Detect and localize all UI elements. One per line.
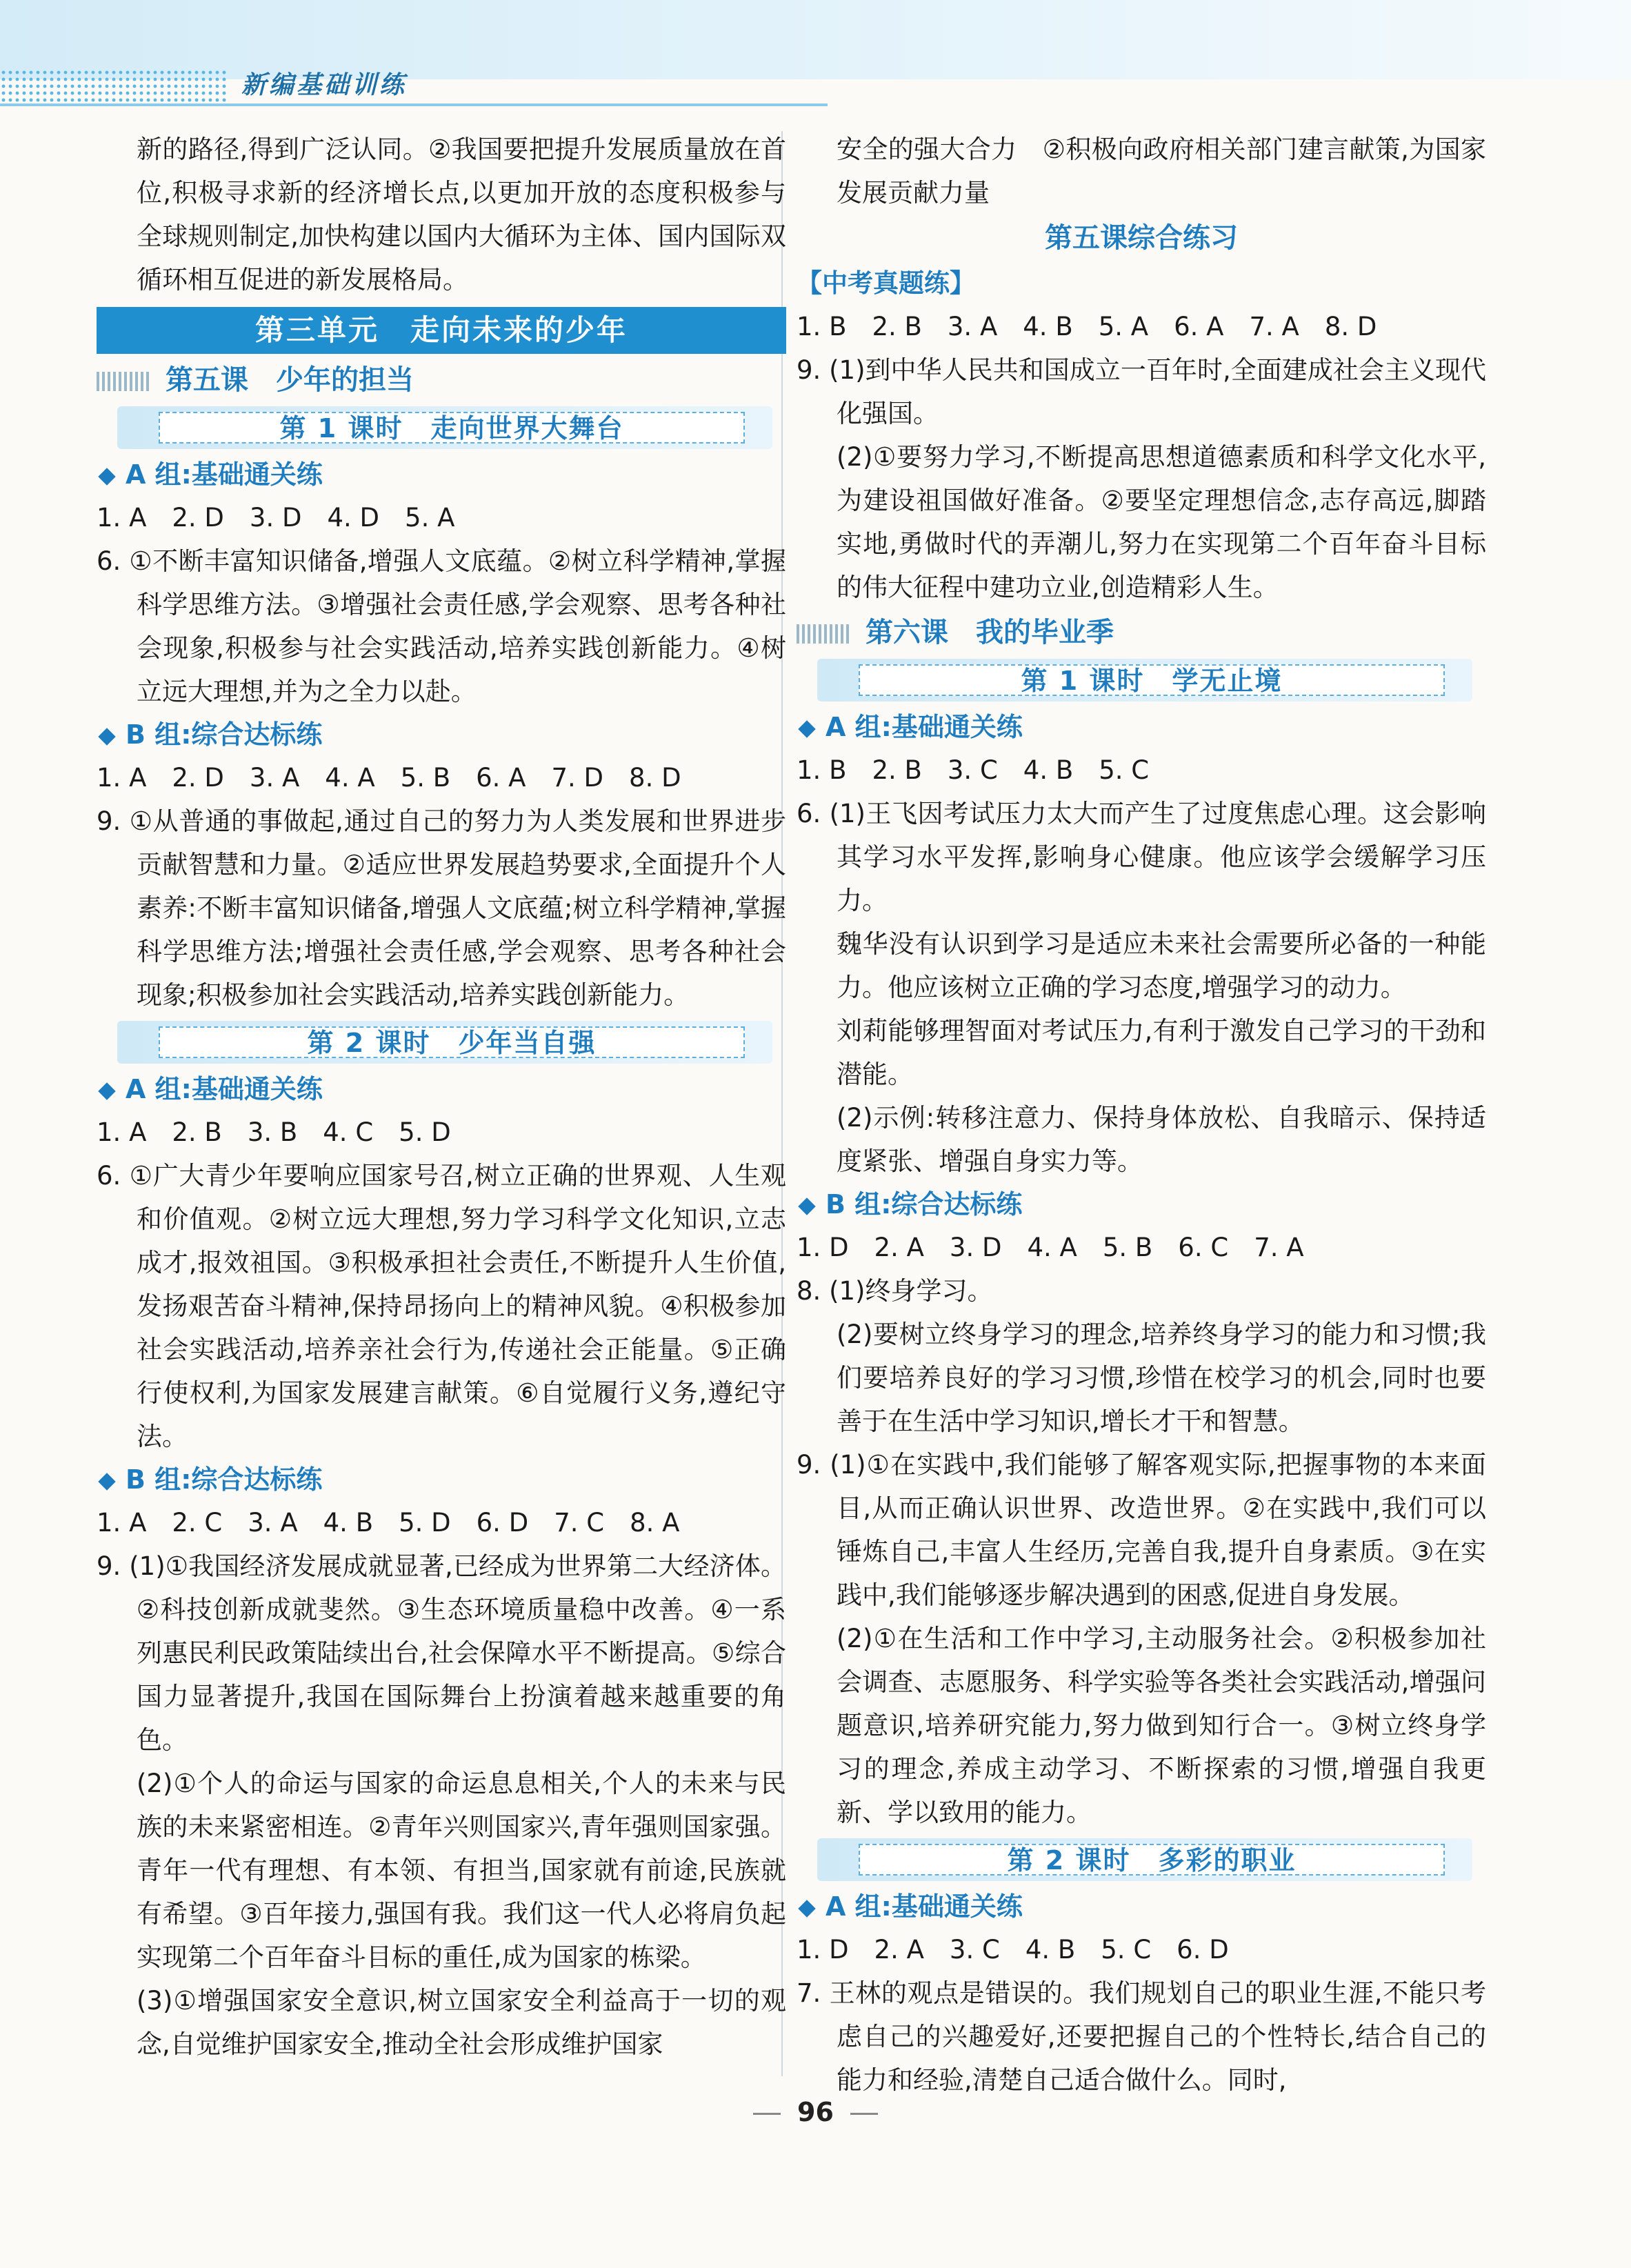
question-7: 7. 王林的观点是错误的。我们规划自己的职业生涯,不能只考虑自己的兴趣爱好,还要把握自己的个性特长,结合自己的能力和经验,清楚自己适合做什么。同时,	[797, 1978, 1486, 2095]
question-9-part-3: (3)①增强国家安全意识,树立国家安全利益高于一切的观念,自觉维护国家安全,推动全社会形成维护国家	[137, 1986, 786, 2059]
review-heading: 第五课综合练习	[1045, 222, 1238, 254]
diamond-icon	[798, 720, 815, 737]
question-6-part-3: 刘莉能够理智面对考试压力,有利于激发自己学习的干劲和潜能。	[837, 1016, 1486, 1089]
question-9: 9. ①从普通的事做起,通过自己的努力为人类发展和世界进步贡献智慧和力量。②适应世界发展趋势要求,全面提升个人素养:不断丰富知识储备,增强人文底蕴;树立科学精神,掌握科学思维方法;增强社会责任感,学会观察、思考各种社会现象;积极参加社会实践活动,培养实践创新能力。	[97, 806, 786, 1010]
question-6-part-2: 魏华没有认识到学习是适应未来社会需要所必备的一种能力。他应该树立正确的学习态度,增强学习的动力。	[837, 929, 1486, 1002]
group-a-heading: A 组:基础通关练	[797, 706, 1486, 748]
lesson-mark-icon	[97, 372, 152, 391]
intro-paragraph: 新的路径,得到广泛认同。②我国要把提升发展质量放在首位,积极寻求新的经济增长点,以更加开放的态度积极参与全球规则制定,加快构建以国内大循环为主体、国内国际双循环相互促进的新发展格局。	[137, 135, 786, 295]
right-column	[797, 128, 1486, 2102]
answers: 1. A 2. D 3. D 4. D 5. A	[97, 503, 455, 533]
question-6-part-1: 6. (1)王飞因考试压力太大而产生了过度焦虑心理。这会影响其学习水平发挥,影响身心健康。他应该学会缓解学习压力。	[797, 799, 1486, 915]
answers: 1. B 2. B 3. A 4. B 5. A 6. A 7. A 8. D	[797, 312, 1377, 341]
question-9-part-2: (2)①在生活和工作中学习,主动服务社会。②积极参加社会调查、志愿服务、科学实验等各类社会实践活动,增强问题意识,培养研究能力,努力做到知行合一。③树立终身学习的理念,养成主动学习、不断探索的习惯,增强自我更新、学以致用的能力。	[837, 1624, 1486, 1827]
continued-paragraph: 安全的强大合力 ②积极向政府相关部门建言献策,为国家发展贡献力量	[837, 135, 1486, 208]
page-number: 96	[0, 2097, 1631, 2127]
question-6: 6. ①广大青少年要响应国家号召,树立正确的世界观、人生观和价值观。②树立远大理想,努力学习科学文化知识,立志成才,报效祖国。③积极承担社会责任,不断提升人生价值,发扬艰苦奋斗精神,保持昂扬向上的精神风貌。④积极参加社会实践活动,培养亲社会行为,传递社会正能量。⑤正确行使权利,为国家发展建言献策。⑥自觉履行义务,遵纪守法。	[97, 1161, 786, 1451]
question-6-part-4: (2)示例:转移注意力、保持身体放松、自我暗示、保持适度紧张、增强自身实力等。	[837, 1103, 1486, 1176]
diamond-icon	[98, 468, 115, 485]
period-heading: 第 1 课时 走向世界大舞台	[117, 406, 772, 449]
group-b-heading: B 组:综合达标练	[97, 713, 786, 756]
lesson-mark-icon	[797, 624, 852, 644]
question-9-part-2: (2)①个人的命运与国家的命运息息相关,个人的未来与民族的未来紧密相连。②青年兴则国家兴,青年强则国家强。青年一代有理想、有本领、有担当,国家就有前途,民族就有希望。③百年接力,强国有我。我们这一代人必将肩负起实现第二个百年奋斗目标的重任,成为国家的栋梁。	[137, 1769, 786, 1972]
book-title: 新编基础训练	[241, 71, 408, 99]
question-8-part-1: 8. (1)终身学习。	[797, 1276, 993, 1306]
group-a-heading: A 组:基础通关练	[97, 1068, 786, 1111]
group-b-heading: B 组:综合达标练	[797, 1183, 1486, 1226]
question-9-part-1: 9. (1)①我国经济发展成就显著,已经成为世界第二大经济体。②科技创新成就斐然。③生态环境质量稳中改善。④一系列惠民利民政策陆续出台,社会保障水平不断提高。⑤综合国力显著提升,我国在国际舞台上扮演着越来越重要的角色。	[97, 1551, 786, 1755]
page-header	[0, 0, 1631, 114]
lesson-heading: 第五课 少年的担当	[97, 358, 786, 402]
left-column	[97, 128, 786, 2066]
question-8-part-2: (2)要树立终身学习的理念,培养终身学习的能力和习惯;我们要培养良好的学习习惯,珍惜在校学习的机会,同时也要善于在生活中学习知识,增长才干和智慧。	[837, 1320, 1486, 1436]
group-a-heading: A 组:基础通关练	[97, 453, 786, 496]
question-9-part-1: 9. (1)①在实践中,我们能够了解客观实际,把握事物的本来面目,从而正确认识世界、改造世界。②在实践中,我们可以锤炼自己,丰富人生经历,完善自我,提升自身素质。③在实践中,我们能够逐步解决遇到的困惑,促进自身发展。	[797, 1450, 1486, 1610]
diamond-icon	[98, 1082, 115, 1100]
diamond-icon	[98, 1473, 115, 1490]
diamond-icon	[798, 1197, 815, 1215]
group-a-heading: A 组:基础通关练	[797, 1885, 1486, 1928]
answers: 1. D 2. A 3. D 4. A 5. B 6. C 7. A	[797, 1233, 1304, 1262]
answers: 1. A 2. C 3. A 4. B 5. D 6. D 7. C 8. A	[97, 1508, 680, 1538]
unit-heading: 第三单元 走向未来的少年	[97, 307, 786, 354]
diamond-icon	[798, 1900, 815, 1917]
answers: 1. A 2. D 3. A 4. A 5. B 6. A 7. D 8. D	[97, 763, 681, 793]
lesson-heading: 第六课 我的毕业季	[797, 610, 1486, 655]
question-6: 6. ①不断丰富知识储备,增强人文底蕴。②树立科学精神,掌握科学思维方法。③增强社会责任感,学会观察、思考各种社会现象,积极参与社会实践活动,培养实践创新能力。④树立远大理想,并为之全力以赴。	[97, 546, 786, 706]
answers: 1. B 2. B 3. C 4. B 5. C	[797, 755, 1150, 785]
decorative-dots	[0, 69, 228, 102]
period-heading: 第 2 课时 多彩的职业	[817, 1838, 1472, 1881]
diamond-icon	[98, 728, 115, 745]
question-9-part-2: (2)①要努力学习,不断提高思想道德素质和科学文化水平,为建设祖国做好准备。②要坚定理想信念,志存高远,脚踏实地,勇做时代的弄潮儿,努力在实现第二个百年奋斗目标的伟大征程中建功立业,创造精彩人生。	[837, 442, 1486, 602]
answers: 1. D 2. A 3. C 4. B 5. C 6. D	[797, 1935, 1229, 1964]
group-b-heading: B 组:综合达标练	[97, 1458, 786, 1501]
period-heading: 第 1 课时 学无止境	[817, 659, 1472, 702]
answers: 1. A 2. B 3. B 4. C 5. D	[97, 1117, 451, 1147]
period-heading: 第 2 课时 少年当自强	[117, 1021, 772, 1064]
question-9-part-1: 9. (1)到中华人民共和国成立一百年时,全面建成社会主义现代化强国。	[797, 355, 1486, 428]
exam-label: 【中考真题练】	[797, 268, 975, 298]
